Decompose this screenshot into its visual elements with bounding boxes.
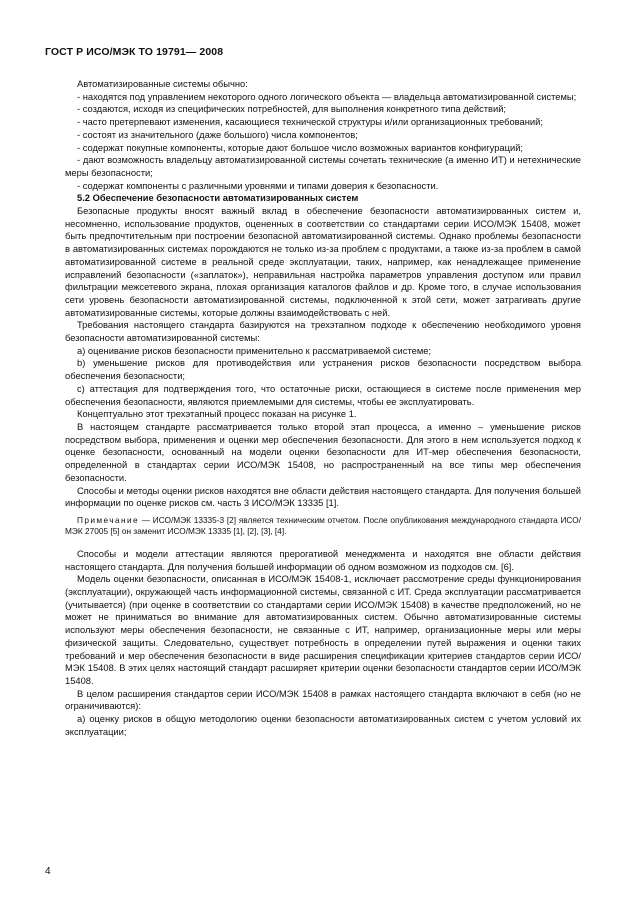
intro-item: - дают возможность владельцу автоматизированной системы сочетать технические (а именно ИТ) и нетехнические меры безопасности; bbox=[65, 155, 581, 178]
intro-item: - состоят из значительного (даже большого) числа компонентов; bbox=[77, 129, 358, 140]
paragraph: Способы и модели аттестации являются прерогативой менеджмента и находятся вне области действия настоящего стандарта. Для получения большей информации об одном возможном из подходов см. [6]. bbox=[65, 548, 581, 572]
list-item: b) уменьшение рисков для противодействия или устранения рисков безопасности посредством выбора обеспечения безопасности; bbox=[65, 358, 581, 382]
intro-item: - содержат компоненты с различными уровнями и типами доверия к безопасности. bbox=[77, 180, 439, 191]
list-item: с) аттестация для подтверждения того, что остаточные риски, остающиеся в системе после применения мер обеспечения безопасности, являются приемлемыми для системы, чтобы ее эксплуатировать. bbox=[65, 383, 581, 407]
paragraph: Требования настоящего стандарта базируются на трехэтапном подходе к обеспечению необходимого уровня безопасности автоматизированной системы: bbox=[65, 320, 581, 344]
intro-item: - содержат покупные компоненты, которые дают большое число возможных вариантов конфигураций; bbox=[77, 142, 524, 153]
intro-item: - создаются, исходя из специфических потребностей, для выполнения конкретного типа действий; bbox=[77, 104, 507, 115]
note-text: — ИСО/МЭК 13335-3 [2] является техническим отчетом. После опубликования международного стандарта ИСО/МЭК 27005 [5] он заменит ИСО/МЭК 13335 [1], [2], [3], [4]. bbox=[65, 514, 581, 537]
paragraph: Модель оценки безопасности, описанная в ИСО/МЭК 15408-1, исключает рассмотрение среды функционирования (эксплуатации), окружающей часть информационной системы, связанной с ИТ. Среда эксплуатации рассматривается (учитывается) (при оценке в соответствии со стандартами серии ИСО/МЭК 15408) в качестве предположений, но не может не приниматься во внимание для автоматизированных систем. Обычно автоматизированные системы используют меры обеспечения безопасности, не связанные с ИТ, например, организационные меры или меры физической защиты. Следовательно, существует потребность в определении путей выражения и оценки таких требований и мер обеспечения безопасности в виде расширения спецификации критериев стандартов серии ИСО/МЭК 15408. В этих целях настоящий стандарт расширяет критерии оценки безопасности стандартов серии ИСО/МЭК 15408. bbox=[65, 574, 581, 686]
paragraph: В настоящем стандарте рассматривается только второй этап процесса, а именно – уменьшение рисков посредством выбора, применения и оценки мер обеспечения безопасности. Для этого в нем используется подход к оценке безопасности, основанный на модели оценки безопасности для ИТ-мер обеспечения безопасности, определенной в стандартах серии ИСО/МЭК 15408, но распространенный на все типы мер обеспечения безопасности. bbox=[65, 421, 581, 483]
intro-item: - находятся под управлением некоторого одного логического объекта — владельца автоматизированной системы; bbox=[77, 91, 577, 102]
page-body bbox=[65, 78, 581, 738]
intro-item: - часто претерпевают изменения, касающиеся технической структуры и/или организационных требований; bbox=[77, 117, 543, 128]
page-header: ГОСТ Р ИСО/МЭК ТО 19791— 2008 bbox=[45, 46, 224, 58]
note bbox=[65, 515, 581, 538]
intro-lead: Автоматизированные системы обычно: bbox=[77, 79, 248, 89]
paragraph: В целом расширения стандартов серии ИСО/МЭК 15408 в рамках настоящего стандарта включают в себя (но не ограничиваются): bbox=[65, 688, 581, 712]
paragraph: Безопасные продукты вносят важный вклад в обеспечение безопасности автоматизированных систем и, несомненно, использование продуктов, оцененных в соответствии со стандартами серии ИСО/МЭК 15408, может быть предпочтительным при построении безопасной автоматизированной системы. Однако проблемы безопасности в автоматизированных системах порождаются не только из-за проблем с продуктами, а также из-за проблем в самой автоматизированной системе в реальной среде эксплуатации, таких, например, как ненадлежащее применение исправлений безопасности («заплаток»), неправильная настройка параметров управления доступом или правил фильтрации межсетевого экрана, плохая организация каталогов файлов и др. Кроме того, в случае использования сети уровень безопасности автоматизированной системы, подключенной к этой сети, может затрагивать другие автоматизированные системы, которые должны взаимодействовать с ней. bbox=[65, 206, 581, 318]
note-label: Примечание bbox=[77, 514, 140, 525]
list-item: а) оценку рисков в общую методологию оценки безопасности автоматизированных систем с учетом условий их эксплуатации; bbox=[65, 714, 581, 737]
paragraph: Способы и методы оценки рисков находятся вне области действия настоящего стандарта. Для получения большей информации по оценке рисков см. часть 3 ИСО/МЭК 13335 [1]. bbox=[65, 485, 581, 509]
paragraph: Концептуально этот трехэтапный процесс показан на рисунке 1. bbox=[77, 409, 357, 420]
list-item: а) оценивание рисков безопасности применительно к рассматриваемой системе; bbox=[77, 345, 432, 356]
page-number: 4 bbox=[45, 866, 51, 877]
section-heading: 5.2 Обеспечение безопасности автоматизированных систем bbox=[77, 193, 359, 204]
